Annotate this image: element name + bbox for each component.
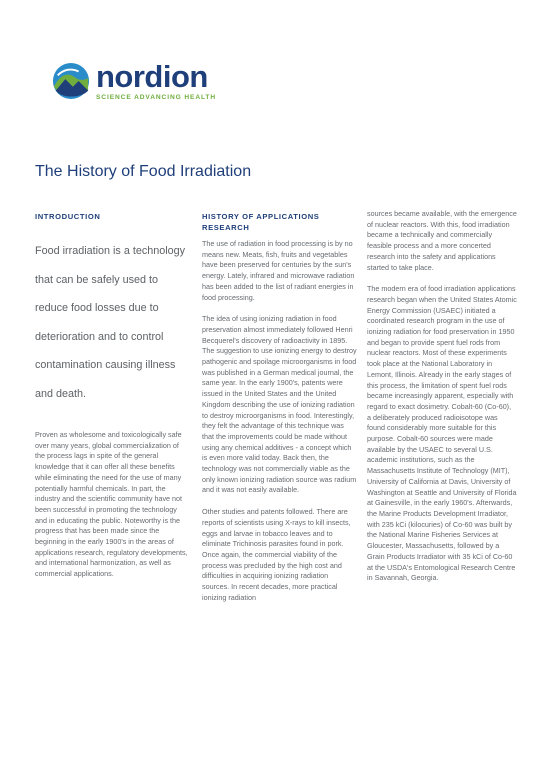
history-heading: HISTORY OF APPLICATIONS RESEARCH [202,212,320,232]
introduction-body: Proven as wholesome and toxicologically safe over many years, global commercialization of the process lags in spite of the general knowledge that it can offer all these benefits while eliminating the need for the use of many potentially harmful chemicals. In part, the industry and the scientific community have not been successful in promoting the technology and in educating the public. Noteworthy is the progress that has been made since the beginning in the early 1900's in the areas of applications research, regulatory developments, and international harmonization, as well as commercial applications. [35,430,188,579]
nordion-mountain-logo-icon [52,62,90,100]
introduction-lead: Food irradiation is a technology that can be safely used to reduce food losses due to deterioration and to control contamination causing illness and death. [35,245,186,400]
history-continued-column [367,209,517,584]
history-paragraph-3-start: Other studies and patents followed. There are reports of scientists using X-rays to kill insects, eggs and larvae in tobacco leaves and to eliminate Trichinosis parasites found in pork. Once again, the commercial viability of the process was precluded by the high cost and difficulties in acquiring ionizing radiation sources. In recent decades, more practical ionizing radiation [202,507,351,602]
introduction-heading: INTRODUCTION [35,212,101,221]
history-paragraph-1: The use of radiation in food processing is by no means new. Meats, fish, fruits and vegetables have been preserved for centuries by the sun's energy. Lately, infrared and microwave radiation has been added to the list of radiant energies in food processing. [202,239,355,302]
nordion-logo [52,59,252,112]
history-paragraph-3-end: sources became available, with the emergence of nuclear reactors. With this, food irradiation became a technically and commercially feasible process and a more concerted research into the safety and applications started to take place. [367,209,517,272]
introduction-column [35,211,190,580]
brand-name: nordion [96,59,208,94]
page-title: The History of Food Irradiation [35,163,252,180]
brand-tagline: SCIENCE ADVANCING HEALTH [96,94,217,101]
history-paragraph-2: The idea of using ionizing radiation in food preservation almost immediately followed Henri Becquerel's discovery of radioactivity in 1895. The suggestion to use ionizing energy to destroy pathogenic and spoilage microorganisms in food was published in a German medical journal, the same year. In the early 1900's, patents were issued in the United States and the United Kingdom describing the use of ionizing radiation to destroy microorganisms in food. Interestingly, they felt the advantage of this technique was that the improvements could be made without using any chemical additives - a concept which is even more valid today. Back then, the technology was not commercially viable as the only known ionizing radiation source was radium and it was not easily available. [202,314,357,495]
history-column [202,211,357,604]
history-paragraph-4: The modern era of food irradiation applications research began when the United States Atomic Energy Commission (USAEC) initiated a coordinated research program in the use of ionizing radiation for food preservation in 1950 and began to provide spent fuel rods from nuclear reactors. Most of these experiments took place at the National Laboratory in Lemont, Illinois. Already in the early stages of this process, the limitation of spent fuel rods became increasingly apparent, especially with regard to exact dosimetry. Cobalt-60 (Co-60), a deliberately produced radioisotope was found considerably more suitable for this purpose. Cobalt-60 sources were made available by the USAEC to several U.S. academic institutions, such as the Massachusetts Institute of Technology (MIT), University of California at Davis, University of Washington at Seattle and University of Florida at Gainesville, in the early 1960's. Afterwards, the Marine Products Development Irradiator, with 235 kCi (kilocuries) of Co-60 was built by the National Marine Fisheries Services at Gloucester, Massachusetts, followed by a Grain Products Irradiator with 35 kCi of Co-60 at the USDA's Entomological Research Centre in Savannah, Georgia. [367,284,517,583]
